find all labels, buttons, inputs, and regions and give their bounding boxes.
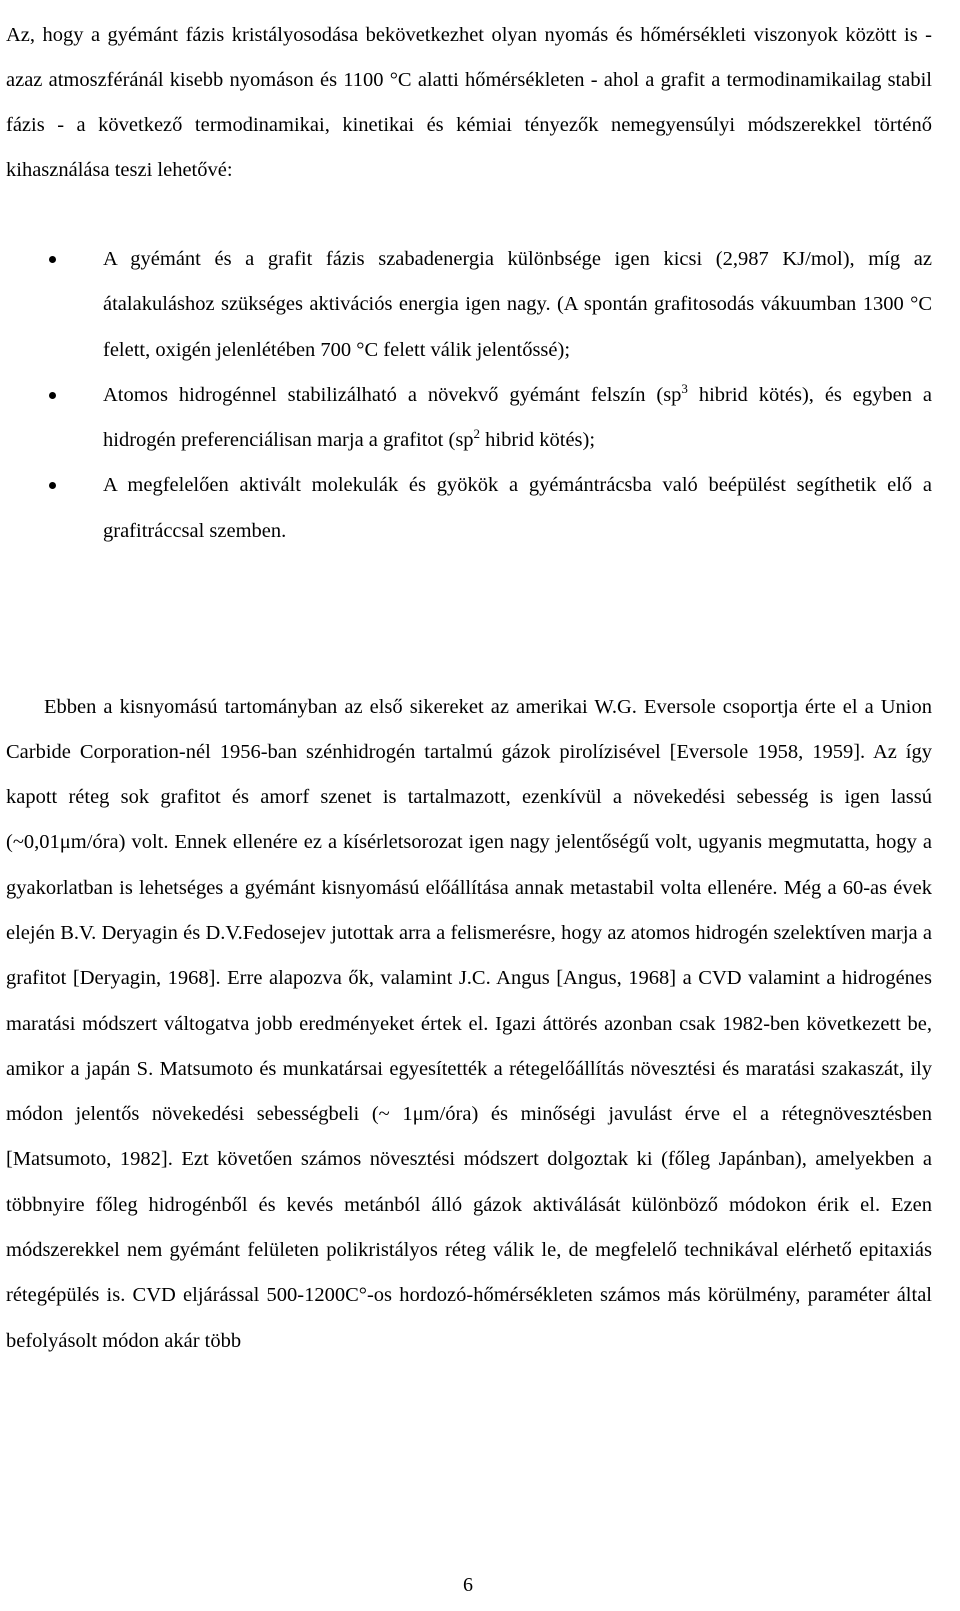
- bullet-icon: [49, 482, 56, 489]
- list-item: [0, 463, 932, 554]
- page-number: 6: [463, 1574, 473, 1596]
- superscript: 2: [473, 426, 481, 442]
- list-item-text: hibrid kötés), és egyben a hidrogén preferenciálisan marja a grafitot (sp: [103, 383, 932, 452]
- list-item-text: A gyémánt és a grafit fázis szabadenergia különbsége igen kicsi (2,987 KJ/mol), míg az átalakuláshoz szükséges aktivációs energia igen nagy. (A spontán grafitosodás vákuumban 1300 °C felett, oxigén jelenlétében 700 °C felett válik jelentőssé);: [103, 248, 932, 361]
- superscript: 3: [681, 380, 688, 396]
- list-item: [0, 237, 932, 373]
- condition-list: [0, 237, 932, 554]
- list-item-text: hibrid kötés);: [480, 429, 596, 452]
- list-item: [0, 373, 932, 464]
- list-item-text: Atomos hidrogénnel stabilizálható a növekvő gyémánt felszín (sp: [103, 383, 682, 406]
- bullet-icon: [49, 392, 56, 399]
- list-item-text: A megfelelően aktivált molekulák és gyökök a gyémántrácsba való beépülést segíthetik elő a grafitráccsal szemben.: [103, 474, 932, 542]
- bullet-icon: [49, 256, 56, 263]
- intro-paragraph: Az, hogy a gyémánt fázis kristályosodása bekövetkezhet olyan nyomás és hőmérsékleti viszonyok között is - azaz atmoszféránál kisebb nyomáson és 1100 °C alatti hőmérsékleten - ahol a grafit a termodinamikailag stabil fázis - a következő termodinamikai, kinetikai és kémiai tényezők nemegyensúlyi módszerekkel történő kihasználása teszi lehetővé:: [6, 23, 932, 182]
- main-paragraph: Ebben a kisnyomású tartományban az első sikereket az amerikai W.G. Eversole csoportja érte el a Union Carbide Corporation-nél 1956-ban szénhidrogén tartalmú gázok pirolízisével [Eversole 1958, 1959]. Az így kapott réteg sok grafitot és amorf szenet is tartalmazott, ezenkívül a növekedési sebesség is igen lassú (~0,01μm/óra) volt. Ennek ellenére ez a kísérletsorozat igen nagy jelentőségű volt, ugyanis megmutatta, hogy a gyakorlatban is lehetséges a gyémánt kisnyomású előállítása annak metastabil volta ellenére. Még a 60-as évek elején B.V. Deryagin és D.V.Fedosejev jutottak arra a felismerésre, hogy az atomos hidrogén szelektíven marja a grafitot [Deryagin, 1968]. Erre alapozva ők, valamint J.C. Angus [Angus, 1968] a CVD valamint a hidrogénes maratási módszert váltogatva jobb eredményeket értek el. Igazi áttörés azonban csak 1982-ben következett be, amikor a japán S. Matsumoto és munkatársai egyesítették a rétegelőállítás növesztési és maratási szakaszát, ily módon jelentős növekedési sebességbeli (~ 1μm/óra) és minőségi javulást érve el a rétegnövesztésben [Matsumoto, 1982]. Ezt követően számos növesztési módszert dolgoztak ki (főleg Japánban), amelyekben a többnyire főleg hidrogénből és kevés metánból álló gázok aktiválását különböző módokon érik el. Ezen módszerekkel nem gyémánt felületen polikristályos réteg válik le, de megfelelő technikával elérhető epitaxiás rétegépülés is. CVD eljárással 500-1200C°-os hordozó-hőmérsékleten számos más körülmény, paraméter által befolyásolt módon akár több: [6, 695, 932, 1352]
